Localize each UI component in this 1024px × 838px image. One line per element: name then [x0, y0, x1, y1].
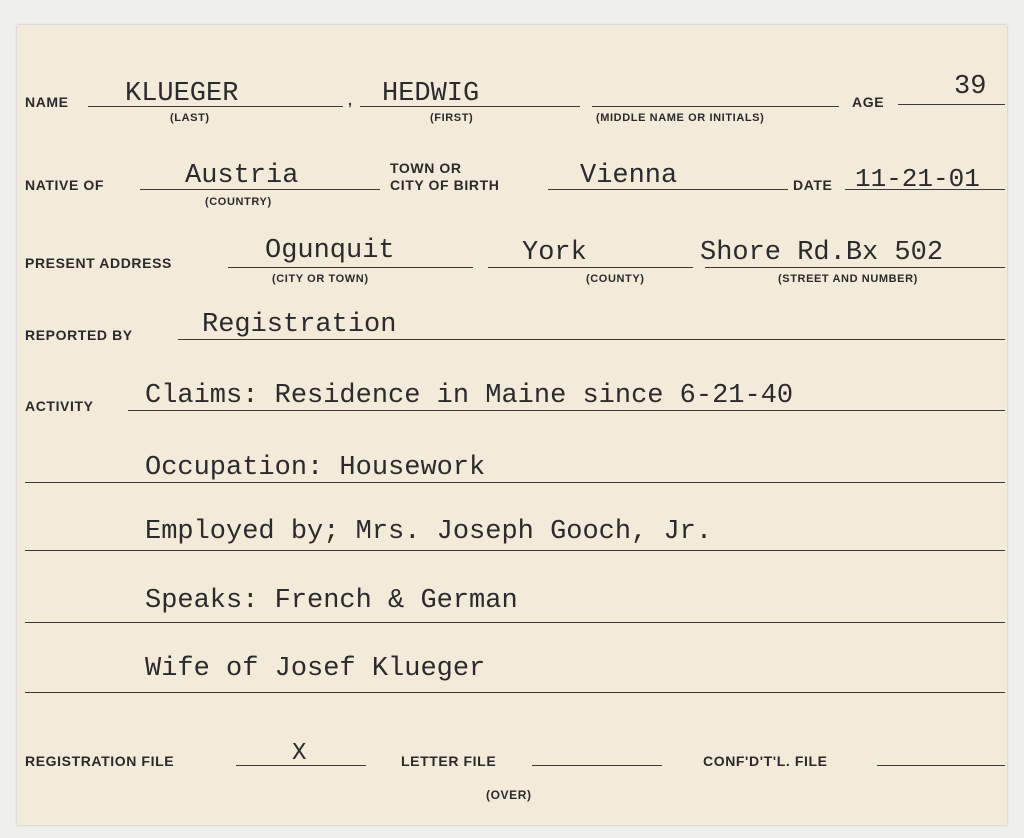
activity-line-3 [25, 550, 1005, 551]
name-label: NAME [25, 94, 69, 110]
activity-text-5: Wife of Josef Klueger [145, 654, 486, 684]
city-value: Ogunquit [265, 236, 395, 266]
reported-by-value: Registration [202, 310, 397, 340]
county-label: (COUNTY) [586, 273, 645, 285]
activity-text-3: Employed by; Mrs. Joseph Gooch, Jr. [145, 517, 713, 547]
first-label: (FIRST) [430, 112, 474, 124]
first-name-value: HEDWIG [382, 79, 480, 109]
letter-file-line [532, 765, 662, 766]
city-of-birth-label: CITY OF BIRTH [390, 177, 500, 193]
last-name-value: KLUEGER [125, 79, 239, 109]
street-value: Shore Rd.Bx 502 [700, 238, 944, 268]
confdtl-file-line [877, 765, 1005, 766]
activity-line-4 [25, 622, 1005, 623]
age-line [898, 104, 1005, 105]
county-line [488, 267, 693, 268]
middle-name-line [592, 106, 839, 107]
county-value: York [522, 238, 587, 268]
registration-file-mark: X [292, 740, 307, 767]
city-line [228, 267, 473, 268]
reported-by-label: REPORTED BY [25, 327, 133, 343]
activity-text-2: Occupation: Housework [145, 453, 486, 483]
activity-text-1: Claims: Residence in Maine since 6-21-40 [145, 381, 794, 411]
country-label: (COUNTRY) [205, 196, 272, 208]
date-value: 11-21-01 [855, 164, 980, 194]
age-label: AGE [852, 94, 885, 110]
activity-line-5 [25, 692, 1005, 693]
activity-label: ACTIVITY [25, 398, 94, 414]
street-and-number-label: (STREET AND NUMBER) [778, 273, 918, 285]
letter-file-label: LETTER FILE [401, 753, 497, 769]
age-value: 39 [954, 72, 987, 102]
name-comma: , [348, 92, 353, 108]
over-label: (OVER) [486, 788, 532, 802]
last-label: (LAST) [170, 112, 210, 124]
date-label: DATE [793, 177, 833, 193]
city-or-town-label: (CITY OR TOWN) [272, 273, 369, 285]
registration-card [17, 25, 1007, 825]
city-of-birth-value: Vienna [580, 161, 678, 191]
native-of-value: Austria [185, 161, 299, 191]
registration-file-label: REGISTRATION FILE [25, 753, 175, 769]
town-or-label: TOWN OR [390, 160, 462, 176]
middle-label: (MIDDLE NAME OR INITIALS) [596, 112, 765, 124]
native-of-label: NATIVE OF [25, 177, 105, 193]
activity-text-4: Speaks: French & German [145, 586, 518, 616]
present-address-label: PRESENT ADDRESS [25, 255, 172, 271]
confdtl-file-label: CONF'D'T'L. FILE [703, 753, 828, 769]
